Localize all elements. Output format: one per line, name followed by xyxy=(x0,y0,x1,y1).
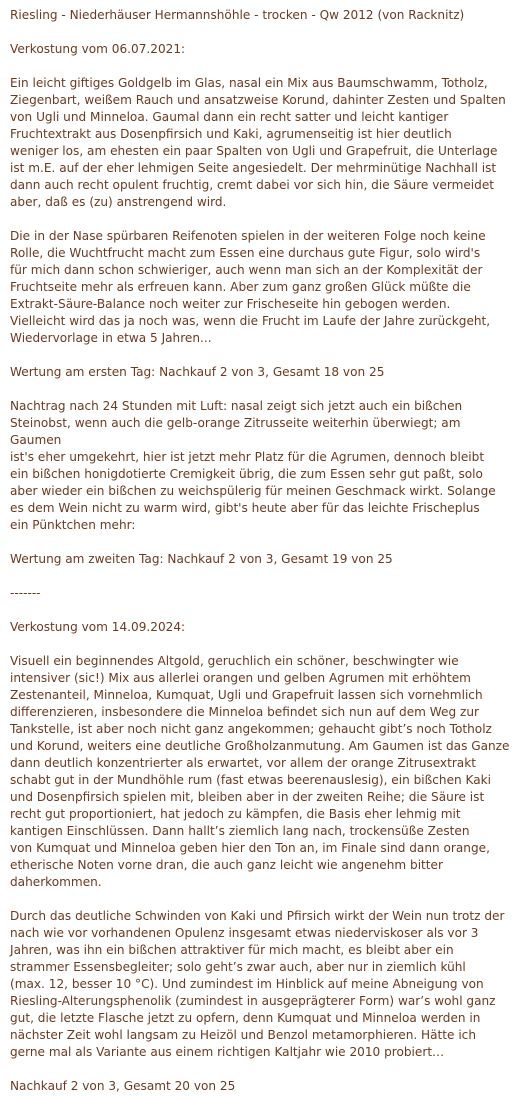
wine-title: Riesling - Niederhäuser Hermannshöhle - trocken - Qw 2012 (von Racknitz) xyxy=(10,8,465,22)
tasting-paragraph: Visuell ein beginnendes Altgold, geruchlich ein schöner, beschwingter wie intensiver (sic!) Mix aus allerlei orangen und gelben Agrumen mit erhöhtem Zestenanteil, Minneloa, Kumquat, Ugli und Grapefruit lassen sich vornehmlich differenzieren, insbesondere die Minneloa befindet sich nun auf dem Weg zur Tankstelle, ist aber noch nicht ganz angekommen; gehaucht gibt’s noch Totholz und Korund, weiters eine deutliche Großholzanmutung. Am Gaumen ist das Ganze dann deutlich konzentrierter als erwartet, vor allem der orange Zitrusextrakt schabt gut in der Mundhöhle rum (fast etwas beerenauslesig), ein bißchen Kaki und Dosenpfirsich spielen mit, bleiben aber in der zweiten Reihe; die Säure ist recht gut proportioniert, hat jedoch zu kämpfen, die Basis eher lehmig mit kantigen Einschlüssen. Dann hallt’s ziemlich lang nach, trockensüße Zesten von Kumquat und Minneloa geben hier den Ton an, im Finale sind dann orange, etherische Noten vorne dran, die auch ganz leicht wie angenehm bitter daherkommen. xyxy=(10,654,510,889)
rating-final: Nachkauf 2 von 3, Gesamt 20 von 25 xyxy=(10,1079,236,1093)
rating-day-two: Wertung am zweiten Tag: Nachkauf 2 von 3, Gesamt 19 von 25 xyxy=(10,552,393,566)
addendum-paragraph: Nachtrag nach 24 Stunden mit Luft: nasal zeigt sich jetzt auch ein bißchen Steinobst, wenn auch die gelb-orange Zitrusseite weiterhin überwiegt; am Gaumen ist's eher umgekehrt, hier ist jetzt mehr Platz für die Agrumen, dennoch bleibt ein bißchen honigdotierte Cremigkeit übrig, die zum Essen sehr gut paßt, solo aber wieder ein bißchen zu weichspülerig für meinen Geschmack wirkt. Solange es dem Wein nicht zu warm wird, gibt's heute aber für das leichte Frischeplus ein Pünktchen mehr: xyxy=(10,399,496,532)
tasting-date-heading-2021: Verkostung vom 06.07.2021: xyxy=(10,42,186,56)
tasting-paragraph: Die in der Nase spürbaren Reifenoten spielen in der weiteren Folge noch keine Rolle, die Wuchtfrucht macht zum Essen eine durchaus gute Figur, solo wird's für mich dann schon schwieriger, auch wenn man sich an der Komplexität der Fruchtseite mehr als erfreuen kann. Aber zum ganz großen Glück müßte die Extrakt-Säure-Balance noch weiter zur Frischeseite hin gebogen werden. Vielleicht wird das ja noch was, wenn die Frucht im Laufe der Jahre zurückgeht, Wiedervorlage in etwa 5 Jahren... xyxy=(10,229,491,345)
tasting-paragraph: Durch das deutliche Schwinden von Kaki und Pfirsich wirkt der Wein nun trotz der nach wie vor vorhandenen Opulenz insgesamt etwas niederviskoser als vor 3 Jahren, was ihn ein bißchen attraktiver für mich macht, es bleibt aber ein strammer Essensbegleiter; solo geht’s zwar auch, aber nur in ziemlich kühl (max. 12, besser 10 °C). Und zumindest im Hinblick auf meine Abneigung von Riesling-Alterungsphenolik (zumindest in ausgeprägterer Form) war’s wohl ganz gut, die letzte Flasche jetzt zu opfern, denn Kumquat und Minneloa werden in nächster Zeit wohl langsam zu Heizöl und Benzol metamorphieren. Hätte ich gerne mal als Variante aus einem richtigen Kaltjahr wie 2010 probiert… xyxy=(10,909,505,1059)
tasting-date-heading-2024: Verkostung vom 14.09.2024: xyxy=(10,620,186,634)
tasting-paragraph: Ein leicht giftiges Goldgelb im Glas, nasal ein Mix aus Baumschwamm, Totholz, Ziegenbart, weißem Rauch und ansatzweise Korund, dahinter Zesten und Spalten von Ugli und Minneloa. Gaumal dann ein recht satter und leicht kantiger Fruchtextrakt aus Dosenpfirsich und Kaki, agrumenseitig ist hier deutlich weniger los, am ehesten ein paar Spalten von Ugli und Grapefruit, die Unterlage ist m.E. auf der eher lehmigen Seite angesiedelt. Der mehrminütige Nachhall ist dann auch recht opulent fruchtig, cremt dabei vor sich hin, die Säure vermeidet aber, daß es (zu) anstrengend wird. xyxy=(10,76,506,209)
separator-line: ------- xyxy=(10,586,41,600)
rating-day-one: Wertung am ersten Tag: Nachkauf 2 von 3, Gesamt 18 von 25 xyxy=(10,365,385,379)
